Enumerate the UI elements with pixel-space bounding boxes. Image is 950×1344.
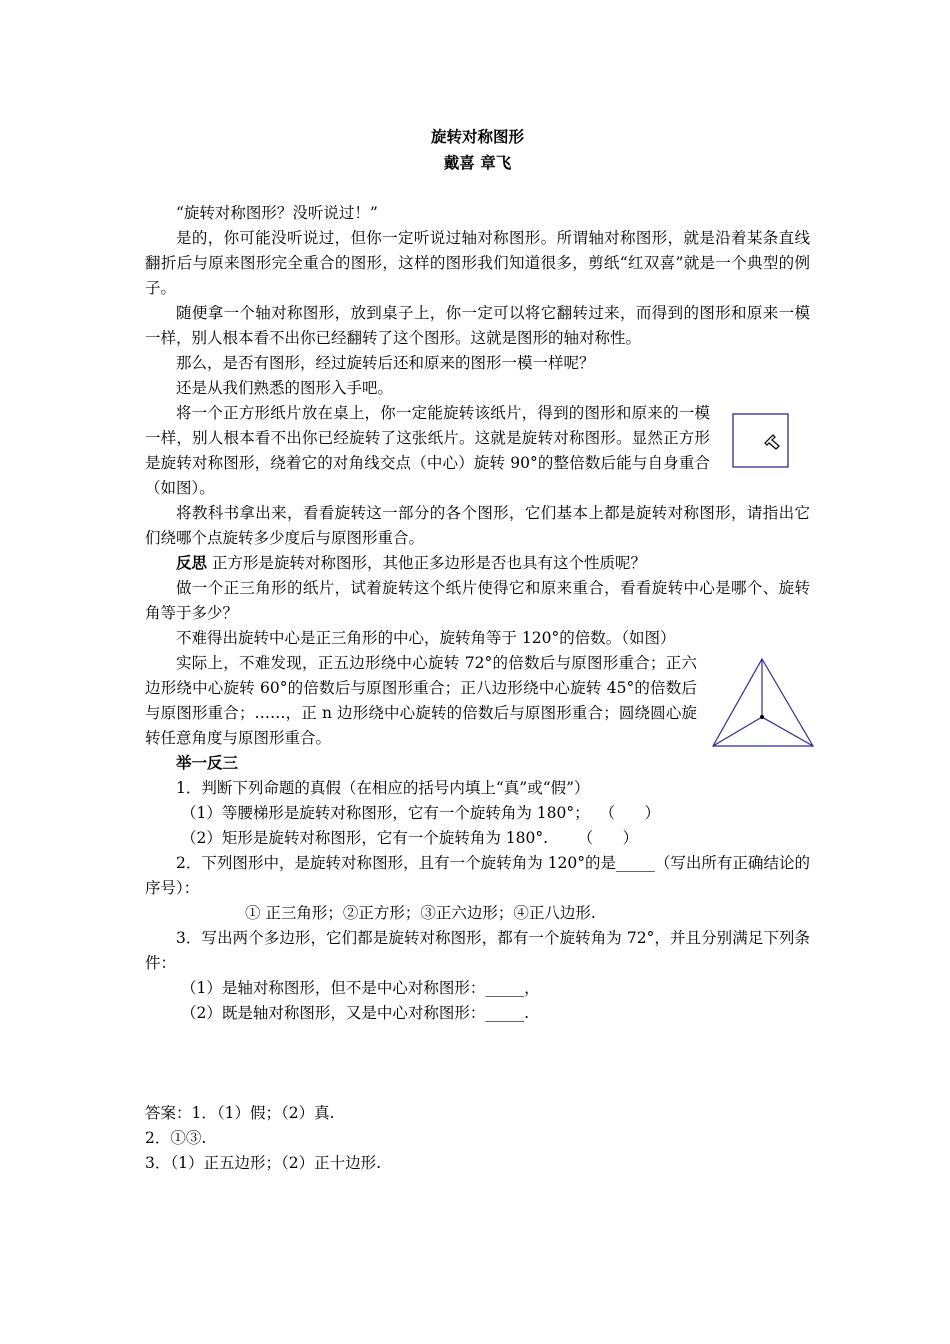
paragraph-7: 将教科书拿出来，看看旋转这一部分的各个图形，它们基本上都是旋转对称图形，请指出它们绕哪个点旋转多少度后与原图形重合。 — [145, 504, 810, 547]
question-2-options: ① 正三角形；②正方形；③正六边形；④正八边形. — [245, 904, 596, 922]
triangle-center-point — [760, 715, 764, 719]
answer-3: 3．（1）正五边形；（2）正十边形. — [145, 1154, 382, 1172]
reflection-text: 正方形是旋转对称图形，其他正多边形是否也具有这个性质呢？ — [207, 554, 646, 572]
paragraph-11: 实际上，不难发现，正五边形绕中心旋转 72°的倍数后与原图形重合；正六边形绕中心旋转 60°的倍数后与原图形重合；正八边形绕中心旋转 45°的倍数后与原图形重合；……，正 n 边形绕中心旋转的倍数后与原图形重合；圆绕圆心旋转任意角度与原图形重合。 — [145, 654, 697, 747]
triangle-median-left — [713, 717, 762, 746]
triangle-median-right — [762, 717, 813, 746]
paragraph-5: 还是从我们熟悉的图形入手吧。 — [176, 379, 394, 397]
question-3-part-2: （2）既是轴对称图形，又是中心对称图形：_____. — [181, 1004, 530, 1022]
paragraph-8 — [145, 551, 810, 576]
question-1: 1．判断下列命题的真假（在相应的括号内填上“真”或“假”） — [176, 779, 590, 797]
paragraph-6: 将一个正方形纸片放在桌上，你一定能旋转该纸片，得到的图形和原来的一模一样，别人根本看不出你已经旋转了这张纸片。这就是旋转对称图形。显然正方形是旋转对称图形，绕着它的对角线交点（中心）旋转 90°的整倍数后能与自身重合（如图）。 — [145, 404, 710, 497]
equilateral-triangle-figure — [711, 657, 815, 749]
paragraph-10: 不难得出旋转中心是正三角形的中心，旋转角等于 120°的倍数。（如图） — [176, 629, 676, 647]
paragraph-2: 是的，你可能没听说过，但你一定听说过轴对称图形。所谓轴对称图形，就是沿着某条直线翻折后与原来图形完全重合的图形，这样的图形我们知道很多，剪纸“红双喜”就是一个典型的例子。 — [145, 229, 810, 297]
paragraph-4: 那么，是否有图形，经过旋转后还和原来的图形一模一样呢？ — [176, 354, 595, 372]
square-outline — [733, 414, 788, 467]
document-authors: 戴喜 章飞 — [443, 154, 512, 172]
paragraph-1: “旋转对称图形？没听说过！” — [176, 204, 378, 222]
square-rotation-figure — [732, 413, 790, 469]
reflection-label: 反思 — [176, 554, 208, 572]
question-2: 2．下列图形中，是旋转对称图形，且有一个旋转角为 120°的是_____（写出所有正确结论的序号）： — [145, 854, 810, 897]
answer-1: 答案：1．（1）假；（2）真. — [145, 1104, 335, 1122]
answer-2: 2．①③. — [145, 1129, 207, 1147]
question-3-part-1: （1）是轴对称图形，但不是中心对称图形：_____， — [181, 979, 540, 997]
question-1-part-1: （1）等腰梯形是旋转对称图形，它有一个旋转角为 180°； （ ） — [181, 804, 661, 822]
question-1-part-2: （2）矩形是旋转对称图形，它有一个旋转角为 180°. （ ） — [181, 829, 639, 847]
rotation-arrow-icon — [765, 435, 779, 449]
exercises-heading: 举一反三 — [176, 754, 239, 772]
document-body — [145, 124, 810, 1176]
question-3: 3．写出两个多边形，它们都是旋转对称图形，都有一个旋转角为 72°，并且分别满足下列条件： — [145, 929, 810, 972]
triangle-outline — [713, 659, 813, 746]
paragraph-3: 随便拿一个轴对称图形，放到桌子上，你一定可以将它翻转过来，而得到的图形和原来一模一样，别人根本看不出你已经翻转了这个图形。这就是图形的轴对称性。 — [145, 304, 810, 347]
document-title: 旋转对称图形 — [430, 128, 524, 146]
paragraph-9: 做一个正三角形的纸片，试着旋转这个纸片使得它和原来重合，看看旋转中心是哪个、旋转角等于多少？ — [145, 579, 810, 622]
